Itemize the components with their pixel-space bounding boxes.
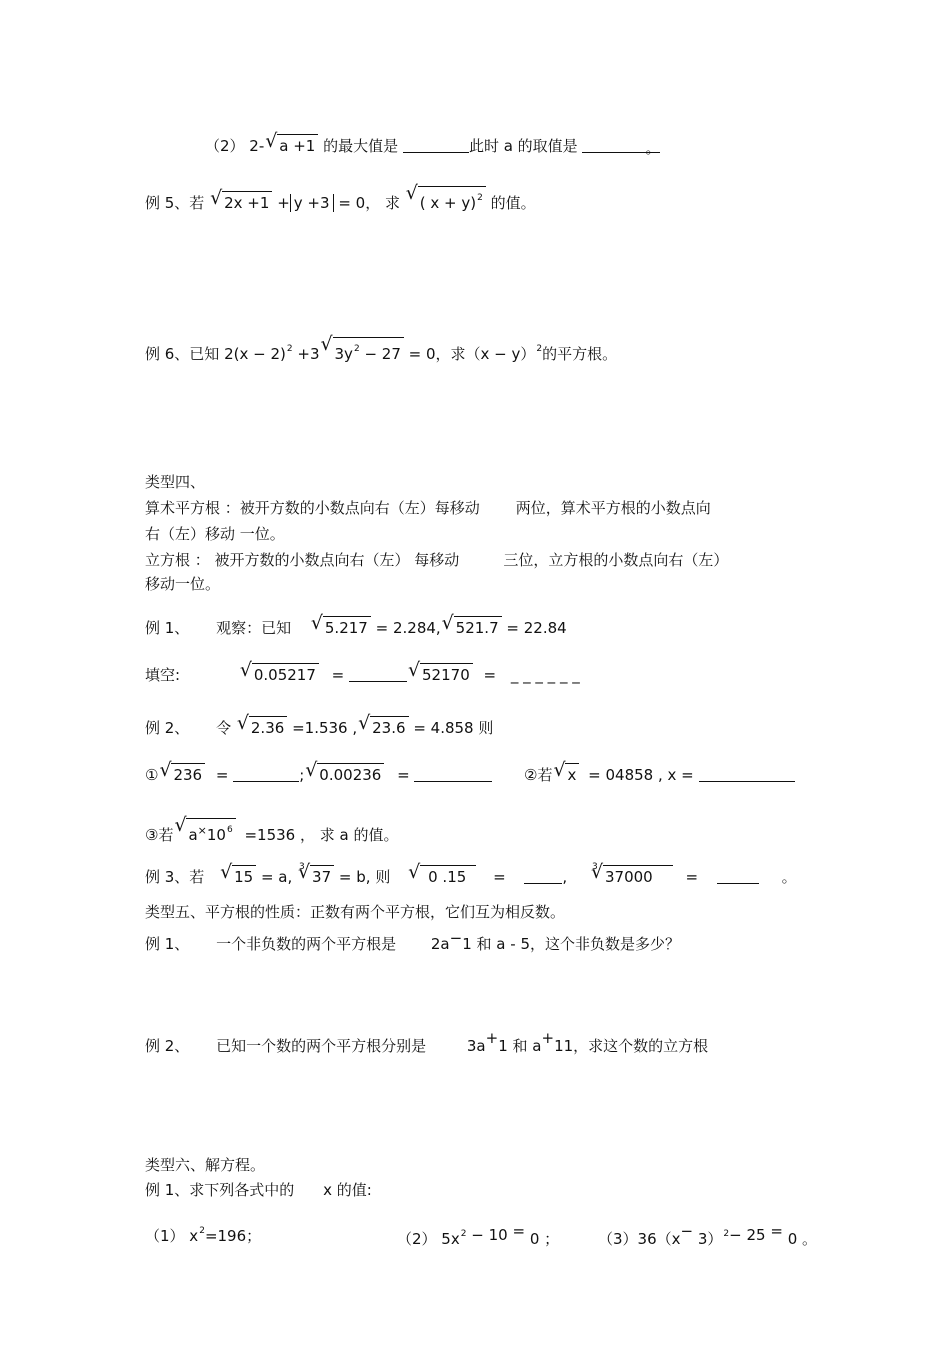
answer-blank-sqrt-0-15 xyxy=(524,869,562,884)
type-4-rule-4: 移动一位。 xyxy=(145,575,221,593)
answer-blank-1 xyxy=(349,667,407,682)
sqrt-3y2-minus-27: √ $3y^2 - 27$ xyxy=(322,337,404,364)
answer-blank-0-00236 xyxy=(414,767,492,782)
type-4-rule-3: 立方根 ： 被开方数的小数点向右（左） 每移动 三位，立方根的小数点向右（左） xyxy=(145,551,729,569)
sqrt-0-05217: √ 0.05217 xyxy=(241,663,319,685)
sqrt-a-plus-1: √ a +1 xyxy=(266,134,318,156)
type-5-title: 类型五、平方根的性质：正数有两个平方根，它们互为相反数。 xyxy=(145,903,566,921)
sqrt-23-6: √ 23.6 xyxy=(359,716,408,738)
sqrt-0-00236: √ 0.00236 xyxy=(306,763,384,785)
type-4-example-3: 例 3、若 √ 15 = a, 3 √ 37 = b, 则 √ 0 .15 = , 3 √ 37000 = 。 xyxy=(145,865,797,887)
cbrt-37: 3 √ 37 xyxy=(297,865,334,887)
sqrt-2-36: √ 2.36 xyxy=(238,716,287,738)
type-4-title: 类型四、 xyxy=(145,473,206,491)
sqrt-5-217: √ 5.217 xyxy=(312,616,371,638)
type-4-rule-2: 右（左）移动 一位。 xyxy=(145,525,285,543)
type-6-title: 类型六、解方程。 xyxy=(145,1156,266,1174)
sqrt-15: √ 15 xyxy=(221,865,256,887)
sqrt-a-times-10-6: √ $a^\times 10^6$ xyxy=(175,818,235,845)
sqrt-521-7: √ 521.7 xyxy=(443,616,502,638)
question-2-line: （2） 2-√ a +1 的最大值是 此时 a 的取值是 。 xyxy=(205,134,660,156)
fill-in-line: 填空: √ 0.05217 = √ 52170 = _ _ _ _ _ _ xyxy=(145,663,580,685)
abs-y-plus-3: y +3 xyxy=(290,194,334,212)
type-4-example-1: 例 1、 观察：已知 √ 5.217 = 2.284,√ 521.7 = 22.84 xyxy=(145,616,567,638)
example-5: 例 5、若 √ 2x +1 + y +3 = 0， 求 √ ( x + y)$^2$ 的值。 xyxy=(145,186,536,213)
cbrt-37000: 3 √ 37000 xyxy=(590,865,673,887)
example-6: 例 6、已知 $2(x - 2)^2 +3√$ $3y^2 - 27 = 0$，求$(x - y)^2$的平方根。 xyxy=(145,337,617,364)
sqrt-x: √ x xyxy=(554,763,579,785)
type-6-example-1: 例 1、求下列各式中的 x 的值: xyxy=(145,1181,372,1199)
equation-1: （1） $x^2=196$； xyxy=(145,1226,262,1245)
example-2-part-3: ③若√ $a^\times 10^6 =1536$ ， 求 a 的值。 xyxy=(145,818,399,845)
sqrt-x-plus-y-squared: √ ( x + y)$^2$ xyxy=(407,186,486,213)
equation-3: $(3)36(x- 3)^2- 25 = 0$ 。 xyxy=(598,1222,818,1248)
answer-blank-max xyxy=(403,138,469,153)
answer-blank-236 xyxy=(233,767,299,782)
sqrt-2x-plus-1: √ 2x +1 xyxy=(211,191,272,213)
example-2-parts-1-2: ①√ 236 = ;√ 0.00236 = ②若√ x = 04858 , x = xyxy=(145,763,795,785)
type-4-example-2: 例 2、 令 √ 2.36 =1.536 ,√ 23.6 = 4.858 则 xyxy=(145,716,493,738)
sqrt-0-15: √ 0 .15 xyxy=(409,865,476,887)
type-5-example-1: 例 1、 一个非负数的两个平方根是 2a−1 和 a - 5，这个非负数是多少？ xyxy=(145,929,680,953)
sqrt-236: √ 236 xyxy=(160,763,205,785)
answer-blank-x xyxy=(699,767,795,782)
type-5-example-2: 例 2、 已知一个数的两个平方根分别是 3a+1 和 a+11，求这个数的立方根 xyxy=(145,1029,709,1055)
equation-2: （2） $5x^2 - 10 = 0$ ； xyxy=(397,1222,560,1248)
answer-blank-2: _ _ _ _ _ _ xyxy=(510,666,580,684)
answer-blank-cbrt-37000 xyxy=(717,869,759,884)
answer-blank-a: 。 xyxy=(582,138,660,153)
sqrt-52170: √ 52170 xyxy=(409,663,473,685)
type-4-rule-1: 算术平方根 ：被开方数的小数点向右（左）每移动 两位，算术平方根的小数点向 xyxy=(145,499,711,517)
